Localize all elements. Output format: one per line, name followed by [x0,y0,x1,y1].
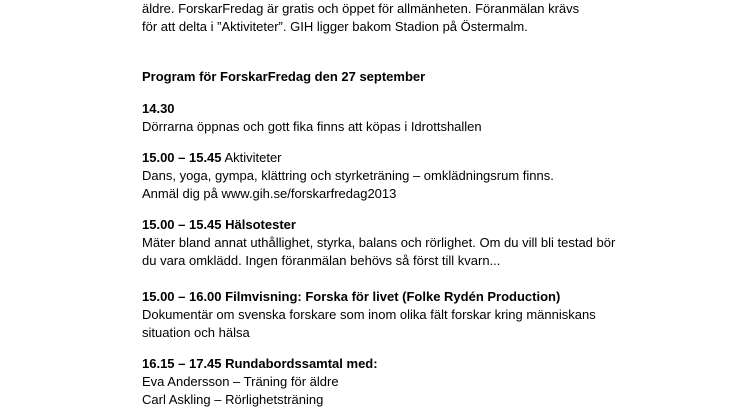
program-item-head [142,100,732,118]
program-item-participant: Carl Askling – Rörlighetsträning [142,392,324,407]
program-item-time: 15.00 – 15.45 [142,150,222,165]
program-item-time: 15.00 – 15.45 [142,217,222,232]
program-item-time: 16.15 – 17.45 [142,356,222,371]
program-item-link-text: Anmäl dig på www.gih.se/forskarfredag2013 [142,186,397,201]
program-item-title: Hälsotester [225,217,296,232]
program-item-head [142,288,732,306]
program-item [142,355,732,409]
program-item-title: Rundabordssamtal med: [225,356,378,371]
program-item-description: Dörrarna öppnas och gott fika finns att köpas i Idrottshallen [142,119,482,134]
program-item-head [142,149,732,167]
program-item-participant: Eva Andersson – Träning för äldre [142,374,339,389]
intro-paragraph [142,0,732,36]
program-item-title: Aktiviteter [224,150,282,165]
program-item-description: Dokumentär om svenska forskare som inom olika fält forskar kring människans [142,307,596,322]
program-item-description: Dans, yoga, gympa, klättring och styrketräning – omklädningsrum finns. [142,168,554,183]
program-item-description: Mäter bland annat uthållighet, styrka, balans och rörlighet. Om du vill bli testad bör [142,235,616,250]
program-item [142,149,732,203]
program-item-head [142,216,732,234]
program-item [142,288,732,342]
program-heading: Program för ForskarFredag den 27 september [142,69,426,84]
program-item [142,100,732,136]
intro-line: äldre. ForskarFredag är gratis och öppet för allmänheten. Föranmälan krävs [142,1,580,16]
program-item-description: situation och hälsa [142,325,250,340]
intro-line: för att delta i ”Aktiviteter”. GIH ligger bakom Stadion på Östermalm. [142,19,528,34]
program-item-description: du vara omklädd. Ingen föranmälan behövs så först till kvarn... [142,253,501,268]
document-page [142,0,732,409]
program-item-time: 14.30 [142,101,175,116]
program-item-time: 15.00 – 16.00 [142,289,222,304]
program-item-head [142,355,732,373]
program-item-title: Filmvisning: Forska för livet (Folke Rydén Production) [225,289,561,304]
program-item [142,216,732,270]
